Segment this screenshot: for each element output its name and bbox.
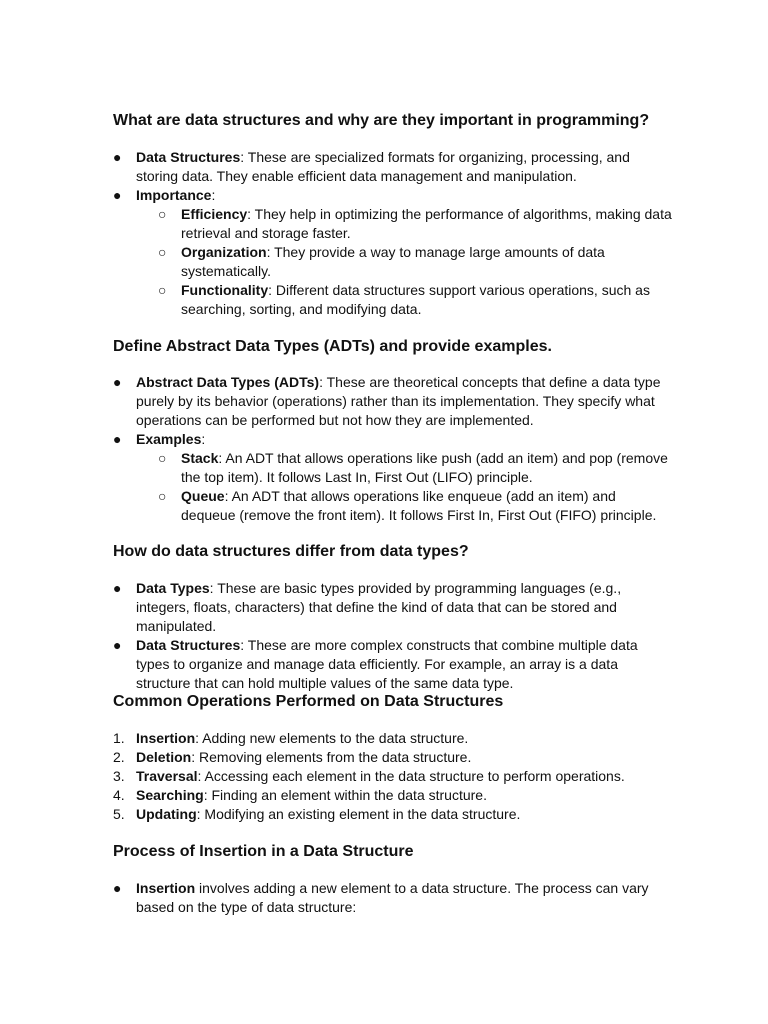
list-item — [113, 148, 673, 186]
sub-list-item — [113, 243, 673, 281]
bullet-icon: ● — [113, 880, 122, 896]
item-term: Searching — [136, 787, 204, 803]
item-term: Traversal — [136, 768, 198, 784]
item-term: Data Structures — [136, 149, 241, 165]
bullet-list — [113, 879, 673, 917]
circle-bullet-icon: ○ — [158, 488, 167, 504]
item-text: : Adding new elements to the data structure. — [195, 730, 469, 746]
item-term: Data Structures — [136, 637, 241, 653]
sub-list-item — [113, 281, 673, 319]
item-term: Insertion — [136, 730, 196, 746]
item-text: : — [211, 187, 216, 203]
list-item — [113, 805, 673, 824]
sub-list-item — [113, 449, 673, 487]
numbered-list — [113, 729, 673, 824]
bullet-icon: ● — [113, 149, 122, 165]
item-text: : These are basic types provided by programming languages (e.g., integers, floats, characters) that define the kind of data that can be stored and manipulated. — [136, 580, 622, 634]
item-text: : Different data structures support various operations, such as searching, sorting, and modifying data. — [181, 282, 650, 317]
item-text: involves adding a new element to a data structure. The process can vary based on the type of data structure: — [136, 880, 649, 915]
bullet-list — [113, 579, 673, 693]
list-item — [113, 767, 673, 786]
sub-list-item — [113, 487, 673, 525]
item-term: Queue — [181, 488, 225, 504]
item-term: Abstract Data Types (ADTs) — [136, 374, 320, 390]
item-text: : Modifying an existing element in the data structure. — [196, 806, 521, 822]
item-text: : These are specialized formats for organizing, processing, and storing data. They enable efficient data management and manipulation. — [136, 149, 630, 184]
bullet-icon: ● — [113, 187, 122, 203]
item-term: Efficiency — [181, 206, 248, 222]
circle-bullet-icon: ○ — [158, 282, 167, 298]
section-heading: Common Operations Performed on Data Structures — [113, 693, 504, 710]
bullet-icon: ● — [113, 431, 122, 447]
item-term: Insertion — [136, 880, 196, 896]
circle-bullet-icon: ○ — [158, 244, 167, 260]
section-heading: What are data structures and why are they important in programming? — [113, 112, 650, 129]
list-number: 3. — [113, 768, 125, 784]
item-text: : They provide a way to manage large amounts of data systematically. — [181, 244, 605, 279]
list-number: 5. — [113, 806, 125, 822]
bullet-icon: ● — [113, 580, 122, 596]
sub-list-item — [113, 205, 673, 243]
list-number: 2. — [113, 749, 125, 765]
bullet-list — [113, 373, 673, 525]
item-term: Deletion — [136, 749, 192, 765]
list-item — [113, 879, 673, 917]
bullet-list — [113, 148, 673, 319]
item-term: Data Types — [136, 580, 210, 596]
bullet-icon: ● — [113, 374, 122, 390]
item-text: : They help in optimizing the performance of algorithms, making data retrieval and storage faster. — [181, 206, 672, 241]
list-item — [113, 579, 673, 636]
bullet-icon: ● — [113, 637, 122, 653]
item-text: : These are more complex constructs that combine multiple data types to organize and manage data efficiently. For example, an array is a data structure that can hold multiple values of the same data type. — [136, 637, 638, 691]
item-term: Updating — [136, 806, 197, 822]
item-text: : Accessing each element in the data structure to perform operations. — [197, 768, 625, 784]
item-text: : — [201, 431, 206, 447]
item-text: : An ADT that allows operations like enqueue (add an item) and dequeue (remove the front item). It follows First In, First Out (FIFO) principle. — [181, 488, 657, 523]
list-item — [113, 373, 673, 430]
item-term: Examples — [136, 431, 202, 447]
item-term: Organization — [181, 244, 267, 260]
item-term: Importance — [136, 187, 212, 203]
list-item — [113, 430, 673, 449]
item-term: Stack — [181, 450, 219, 466]
section-heading: How do data structures differ from data types? — [113, 543, 469, 560]
item-text: : An ADT that allows operations like push (add an item) and pop (remove the top item). It follows Last In, First Out (LIFO) principle. — [181, 450, 668, 485]
section-heading: Define Abstract Data Types (ADTs) and provide examples. — [113, 338, 552, 355]
circle-bullet-icon: ○ — [158, 206, 167, 222]
item-term: Functionality — [181, 282, 269, 298]
item-text: : Removing elements from the data structure. — [191, 749, 472, 765]
list-item — [113, 636, 673, 693]
list-number: 1. — [113, 730, 125, 746]
list-number: 4. — [113, 787, 125, 803]
list-item — [113, 729, 673, 748]
section-heading: Process of Insertion in a Data Structure — [113, 843, 414, 860]
circle-bullet-icon: ○ — [158, 450, 167, 466]
list-item — [113, 786, 673, 805]
item-text: : Finding an element within the data structure. — [203, 787, 487, 803]
item-text: : These are theoretical concepts that define a data type purely by its behavior (operations) rather than its implementation. They specify what operations can be performed but not how they are implemented. — [136, 374, 661, 428]
list-item — [113, 748, 673, 767]
list-item — [113, 186, 673, 205]
